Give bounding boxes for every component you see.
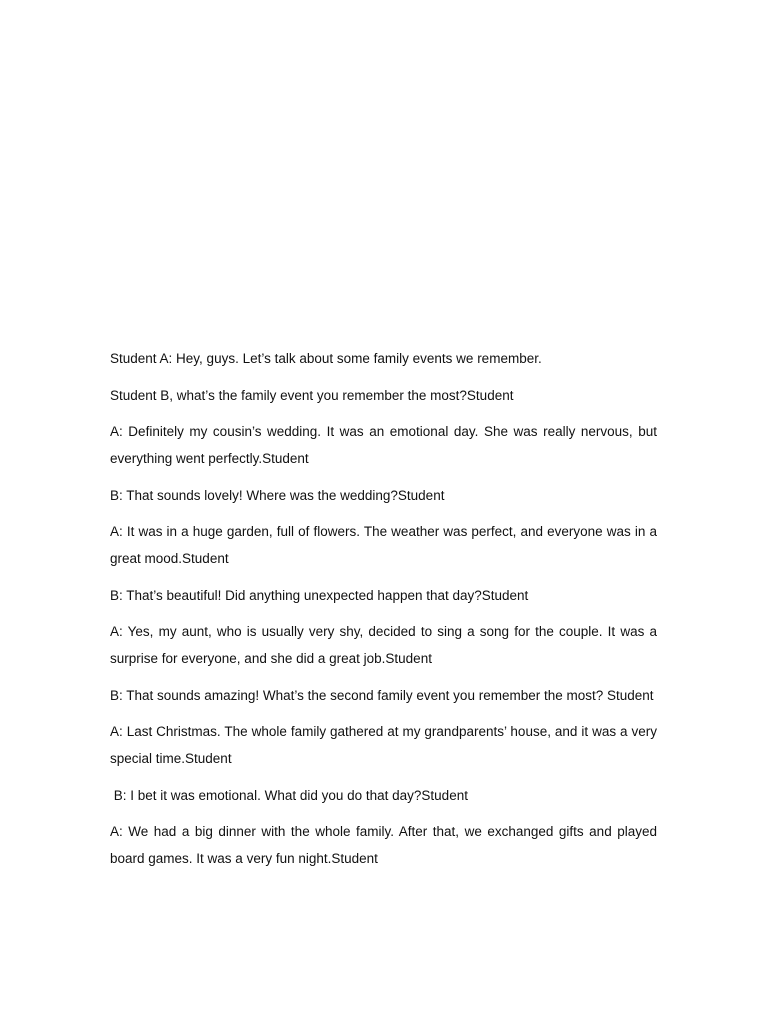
paragraph-4: B: That sounds lovely! Where was the wedding?Student <box>110 487 445 503</box>
document-body <box>110 345 657 882</box>
paragraph-3: A: Definitely my cousin’s wedding. It was an emotional day. She was really nervous, but everything went perfectly.Student <box>110 424 657 466</box>
paragraph-10: B: I bet it was emotional. What did you do that day?Student <box>110 787 468 803</box>
paragraph-11: A: We had a big dinner with the whole family. After that, we exchanged gifts and played board games. It was a very fun night.Student <box>110 824 657 866</box>
paragraph-9: A: Last Christmas. The whole family gathered at my grandparents’ house, and it was a very special time.Student <box>110 724 657 766</box>
paragraph-7: A: Yes, my aunt, who is usually very shy, decided to sing a song for the couple. It was a surprise for everyone, and she did a great job.Student <box>110 624 657 666</box>
paragraph-8: B: That sounds amazing! What’s the second family event you remember the most? Student <box>110 687 654 703</box>
paragraph-2: Student B, what’s the family event you remember the most?Student <box>110 387 514 403</box>
paragraph-6: B: That’s beautiful! Did anything unexpected happen that day?Student <box>110 587 529 603</box>
paragraph-1: Student A: Hey, guys. Let’s talk about some family events we remember. <box>110 351 542 366</box>
paragraph-5: A: It was in a huge garden, full of flowers. The weather was perfect, and everyone was in a great mood.Student <box>110 524 657 566</box>
